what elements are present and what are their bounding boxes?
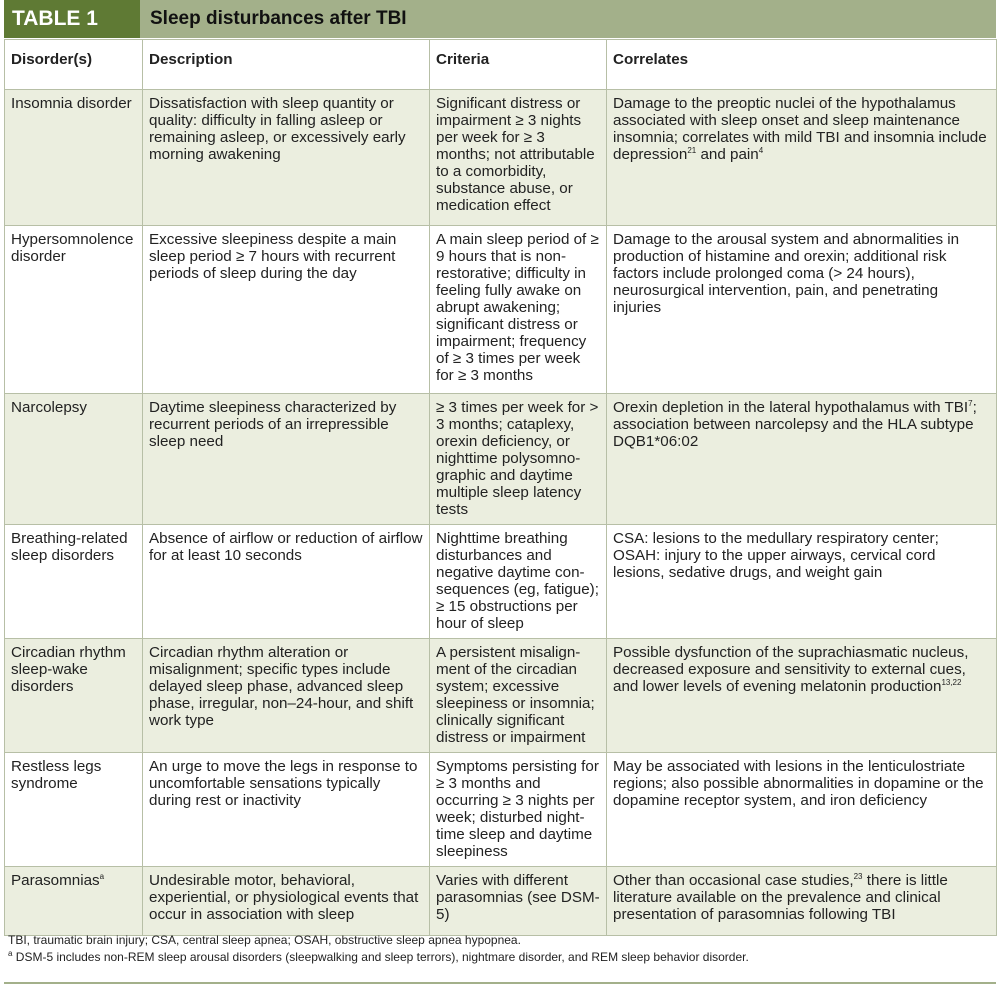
table-row bbox=[5, 226, 997, 394]
disorder-cell: Narcolepsy bbox=[5, 394, 143, 525]
correlates-text: Possible dysfunction of the suprachiasmatic nucleus, decreased exposure and sensitivity to external cues, and lower levels of evening melatonin production bbox=[613, 644, 969, 695]
table-row bbox=[5, 867, 997, 936]
abbreviations-note: TBI, traumatic brain injury; CSA, central sleep apnea; OSAH, obstructive sleep apnea hypopnea. bbox=[8, 933, 521, 947]
table-row bbox=[5, 525, 997, 639]
table-row bbox=[5, 639, 997, 753]
header-row bbox=[5, 40, 997, 90]
table-row bbox=[5, 394, 997, 525]
criteria-cell: A persistent misalign-ment of the circadian system; excessive sleepiness or insomnia; clinically significant distress or impairment bbox=[430, 639, 607, 753]
description-cell: Absence of airflow or reduction of airflow for at least 10 seconds bbox=[143, 525, 430, 639]
dsm5-note-text: DSM-5 includes non-REM sleep arousal disorders (sleepwalking and sleep terrors), nightmare disorder, and REM sleep behavior disorder. bbox=[12, 950, 749, 964]
disorder-cell: Breathing-related sleep disorders bbox=[5, 525, 143, 639]
criteria-cell: Nighttime breathing disturbances and negative daytime con-sequences (eg, fatigue); ≥ 15 obstructions per hour of sleep bbox=[430, 525, 607, 639]
correlates-text: Damage to the preoptic nuclei of the hypothalamus associated with sleep onset and sleep maintenance insomnia; correlates with mild TBI and insomnia include depression bbox=[613, 95, 987, 163]
reference-superscript: 7 bbox=[968, 398, 973, 408]
correlates-text: and pain bbox=[696, 146, 759, 163]
correlates-cell bbox=[607, 90, 997, 226]
column-header-description: Description bbox=[143, 40, 430, 90]
criteria-cell: Varies with different parasomnias (see DSM-5) bbox=[430, 867, 607, 936]
column-header-criteria: Criteria bbox=[430, 40, 607, 90]
correlates-cell bbox=[607, 639, 997, 753]
criteria-cell: Symptoms persisting for ≥ 3 months and occurring ≥ 3 nights per week; disturbed night-time sleep and daytime sleepiness bbox=[430, 753, 607, 867]
description-cell: Excessive sleepiness despite a main sleep period ≥ 7 hours with recurrent periods of sleep during the day bbox=[143, 226, 430, 394]
column-header-disorders: Disorder(s) bbox=[5, 40, 143, 90]
description-cell: Undesirable motor, behavioral, experiential, or physiological events that occur in association with sleep bbox=[143, 867, 430, 936]
correlates-cell: May be associated with lesions in the lenticulostriate regions; also possible abnormalities in dopamine or the dopamine receptor system, and iron deficiency bbox=[607, 753, 997, 867]
disorder-text: Parasomnias bbox=[11, 872, 100, 889]
description-cell: An urge to move the legs in response to uncomfortable sensations typically during rest or inactivity bbox=[143, 753, 430, 867]
criteria-cell: Significant distress or impairment ≥ 3 nights per week for ≥ 3 months; not attributable to a comorbidity, substance abuse, or medication effect bbox=[430, 90, 607, 226]
correlates-cell: CSA: lesions to the medullary respiratory center; OSAH: injury to the upper airways, cervical cord lesions, sedative drugs, and weight gain bbox=[607, 525, 997, 639]
criteria-cell: A main sleep period of ≥ 9 hours that is non-restorative; difficulty in feeling fully awake on abrupt awakening; significant distress or impairment; frequency of ≥ 3 times per week for ≥ 3 months bbox=[430, 226, 607, 394]
reference-superscript: 21 bbox=[687, 145, 697, 155]
dsm5-note bbox=[8, 949, 993, 966]
correlates-cell bbox=[607, 394, 997, 525]
disorder-cell: Hypersomnolence disorder bbox=[5, 226, 143, 394]
footnote-marker: a bbox=[99, 871, 105, 881]
reference-superscript: 4 bbox=[758, 145, 764, 155]
criteria-cell: ≥ 3 times per week for > 3 months; cataplexy, orexin deficiency, or nighttime polysomno-graphic and daytime multiple sleep latency tests bbox=[430, 394, 607, 525]
reference-superscript: 23 bbox=[853, 871, 863, 881]
disorder-cell: Circadian rhythm sleep-wake disorders bbox=[5, 639, 143, 753]
sleep-disturbances-table bbox=[4, 39, 997, 936]
bottom-divider bbox=[4, 982, 996, 984]
reference-superscript: 13,22 bbox=[941, 677, 962, 687]
correlates-text: Other than occasional case studies, bbox=[613, 872, 854, 889]
table-number: TABLE 1 bbox=[4, 0, 140, 38]
table-title-bar bbox=[4, 0, 996, 38]
disorder-cell bbox=[5, 867, 143, 936]
table-row bbox=[5, 753, 997, 867]
correlates-cell: Damage to the arousal system and abnormalities in production of histamine and orexin; additional risk factors include prolonged coma (> 24 hours), neurosurgical intervention, pain, and penetrating injuries bbox=[607, 226, 997, 394]
table-footnotes bbox=[8, 932, 993, 966]
correlates-cell bbox=[607, 867, 997, 936]
description-cell: Daytime sleepiness characterized by recurrent periods of an irrepressible sleep need bbox=[143, 394, 430, 525]
footnote-marker: a bbox=[8, 949, 13, 958]
correlates-text: there is little literature available on the prevalence and clinical presentation of parasomnias following TBI bbox=[613, 872, 948, 923]
correlates-text: ; association between narcolepsy and the HLA subtype DQB1*06:02 bbox=[613, 399, 977, 450]
disorder-cell: Restless legs syndrome bbox=[5, 753, 143, 867]
description-cell: Circadian rhythm alteration or misalignment; specific types include delayed sleep phase, advanced sleep phase, irregular, non–24-hour, and shift work type bbox=[143, 639, 430, 753]
disorder-cell: Insomnia disorder bbox=[5, 90, 143, 226]
table-title: Sleep disturbances after TBI bbox=[150, 8, 407, 29]
table-row bbox=[5, 90, 997, 226]
description-cell: Dissatisfaction with sleep quantity or quality: difficulty in falling asleep or remaining asleep, or excessively early morning awakening bbox=[143, 90, 430, 226]
correlates-text: Orexin depletion in the lateral hypothalamus with TBI bbox=[613, 399, 969, 416]
column-header-correlates: Correlates bbox=[607, 40, 997, 90]
